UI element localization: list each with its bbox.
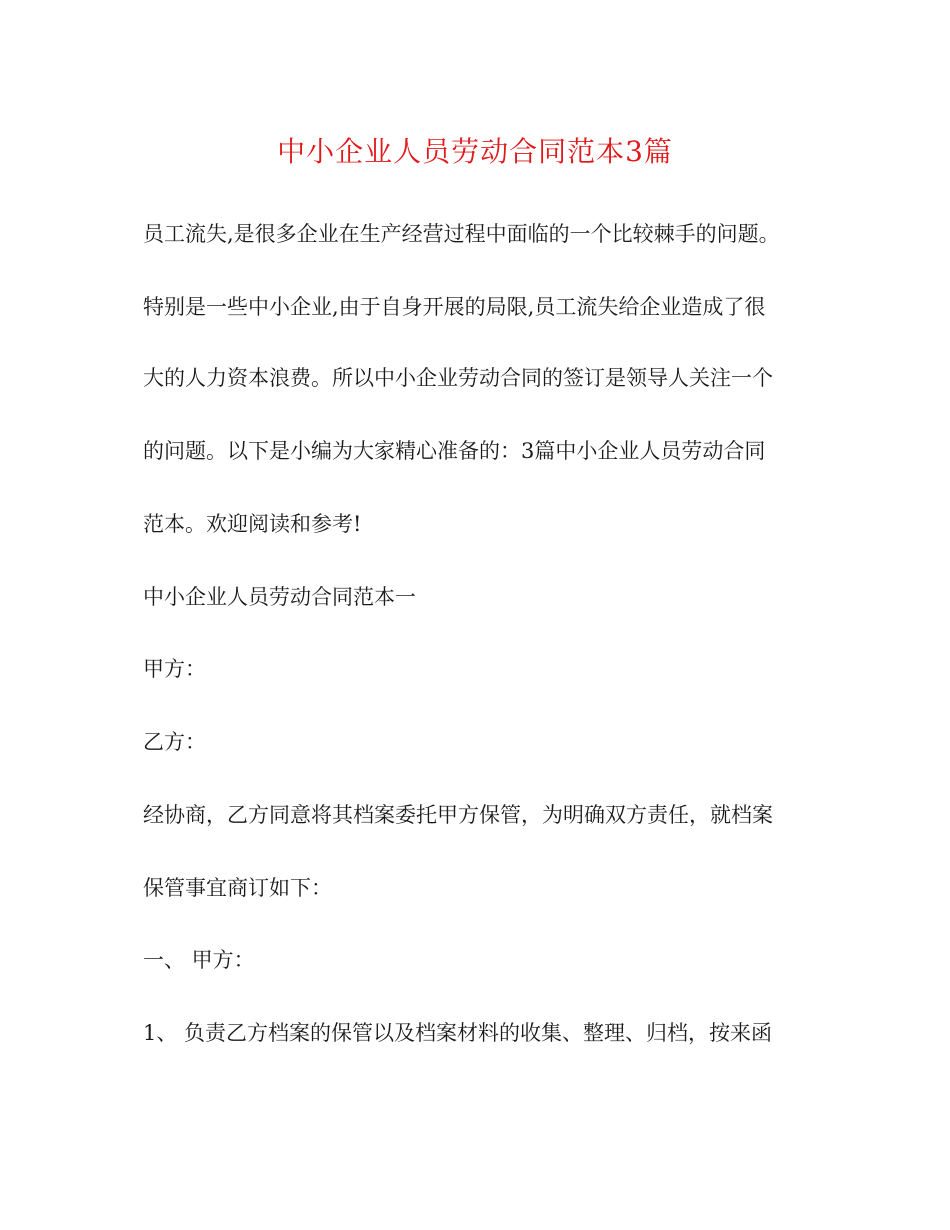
clause-item: 1、 负责乙方档案的保管以及档案材料的收集、整理、归档，按来函	[143, 1021, 773, 1045]
paragraph-line: 的问题。以下是小编为大家精心准备的：3篇中小企业人员劳动合同	[143, 439, 766, 463]
section-heading: 中小企业人员劳动合同范本一	[143, 585, 416, 609]
paragraph-line: 特别是一些中小企业,由于自身开展的局限,员工流失给企业造成了很	[143, 295, 766, 319]
paragraph-line: 范本。欢迎阅读和参考!	[143, 512, 362, 536]
paragraph-line: 员工流失,是很多企业在生产经营过程中面临的一个比较棘手的问题。	[143, 222, 780, 246]
party-b-label: 乙方：	[143, 730, 206, 754]
paragraph-line: 大的人力资本浪费。所以中小企业劳动合同的签订是领导人关注一个	[143, 366, 773, 390]
clause-heading: 一、 甲方：	[143, 948, 255, 972]
party-a-label: 甲方：	[143, 657, 206, 681]
document-title: 中小企业人员劳动合同范本3篇	[277, 135, 673, 168]
paragraph-line: 保管事宜商订如下：	[143, 876, 332, 900]
paragraph-line: 经协商，乙方同意将其档案委托甲方保管，为明确双方责任，就档案	[143, 803, 773, 827]
